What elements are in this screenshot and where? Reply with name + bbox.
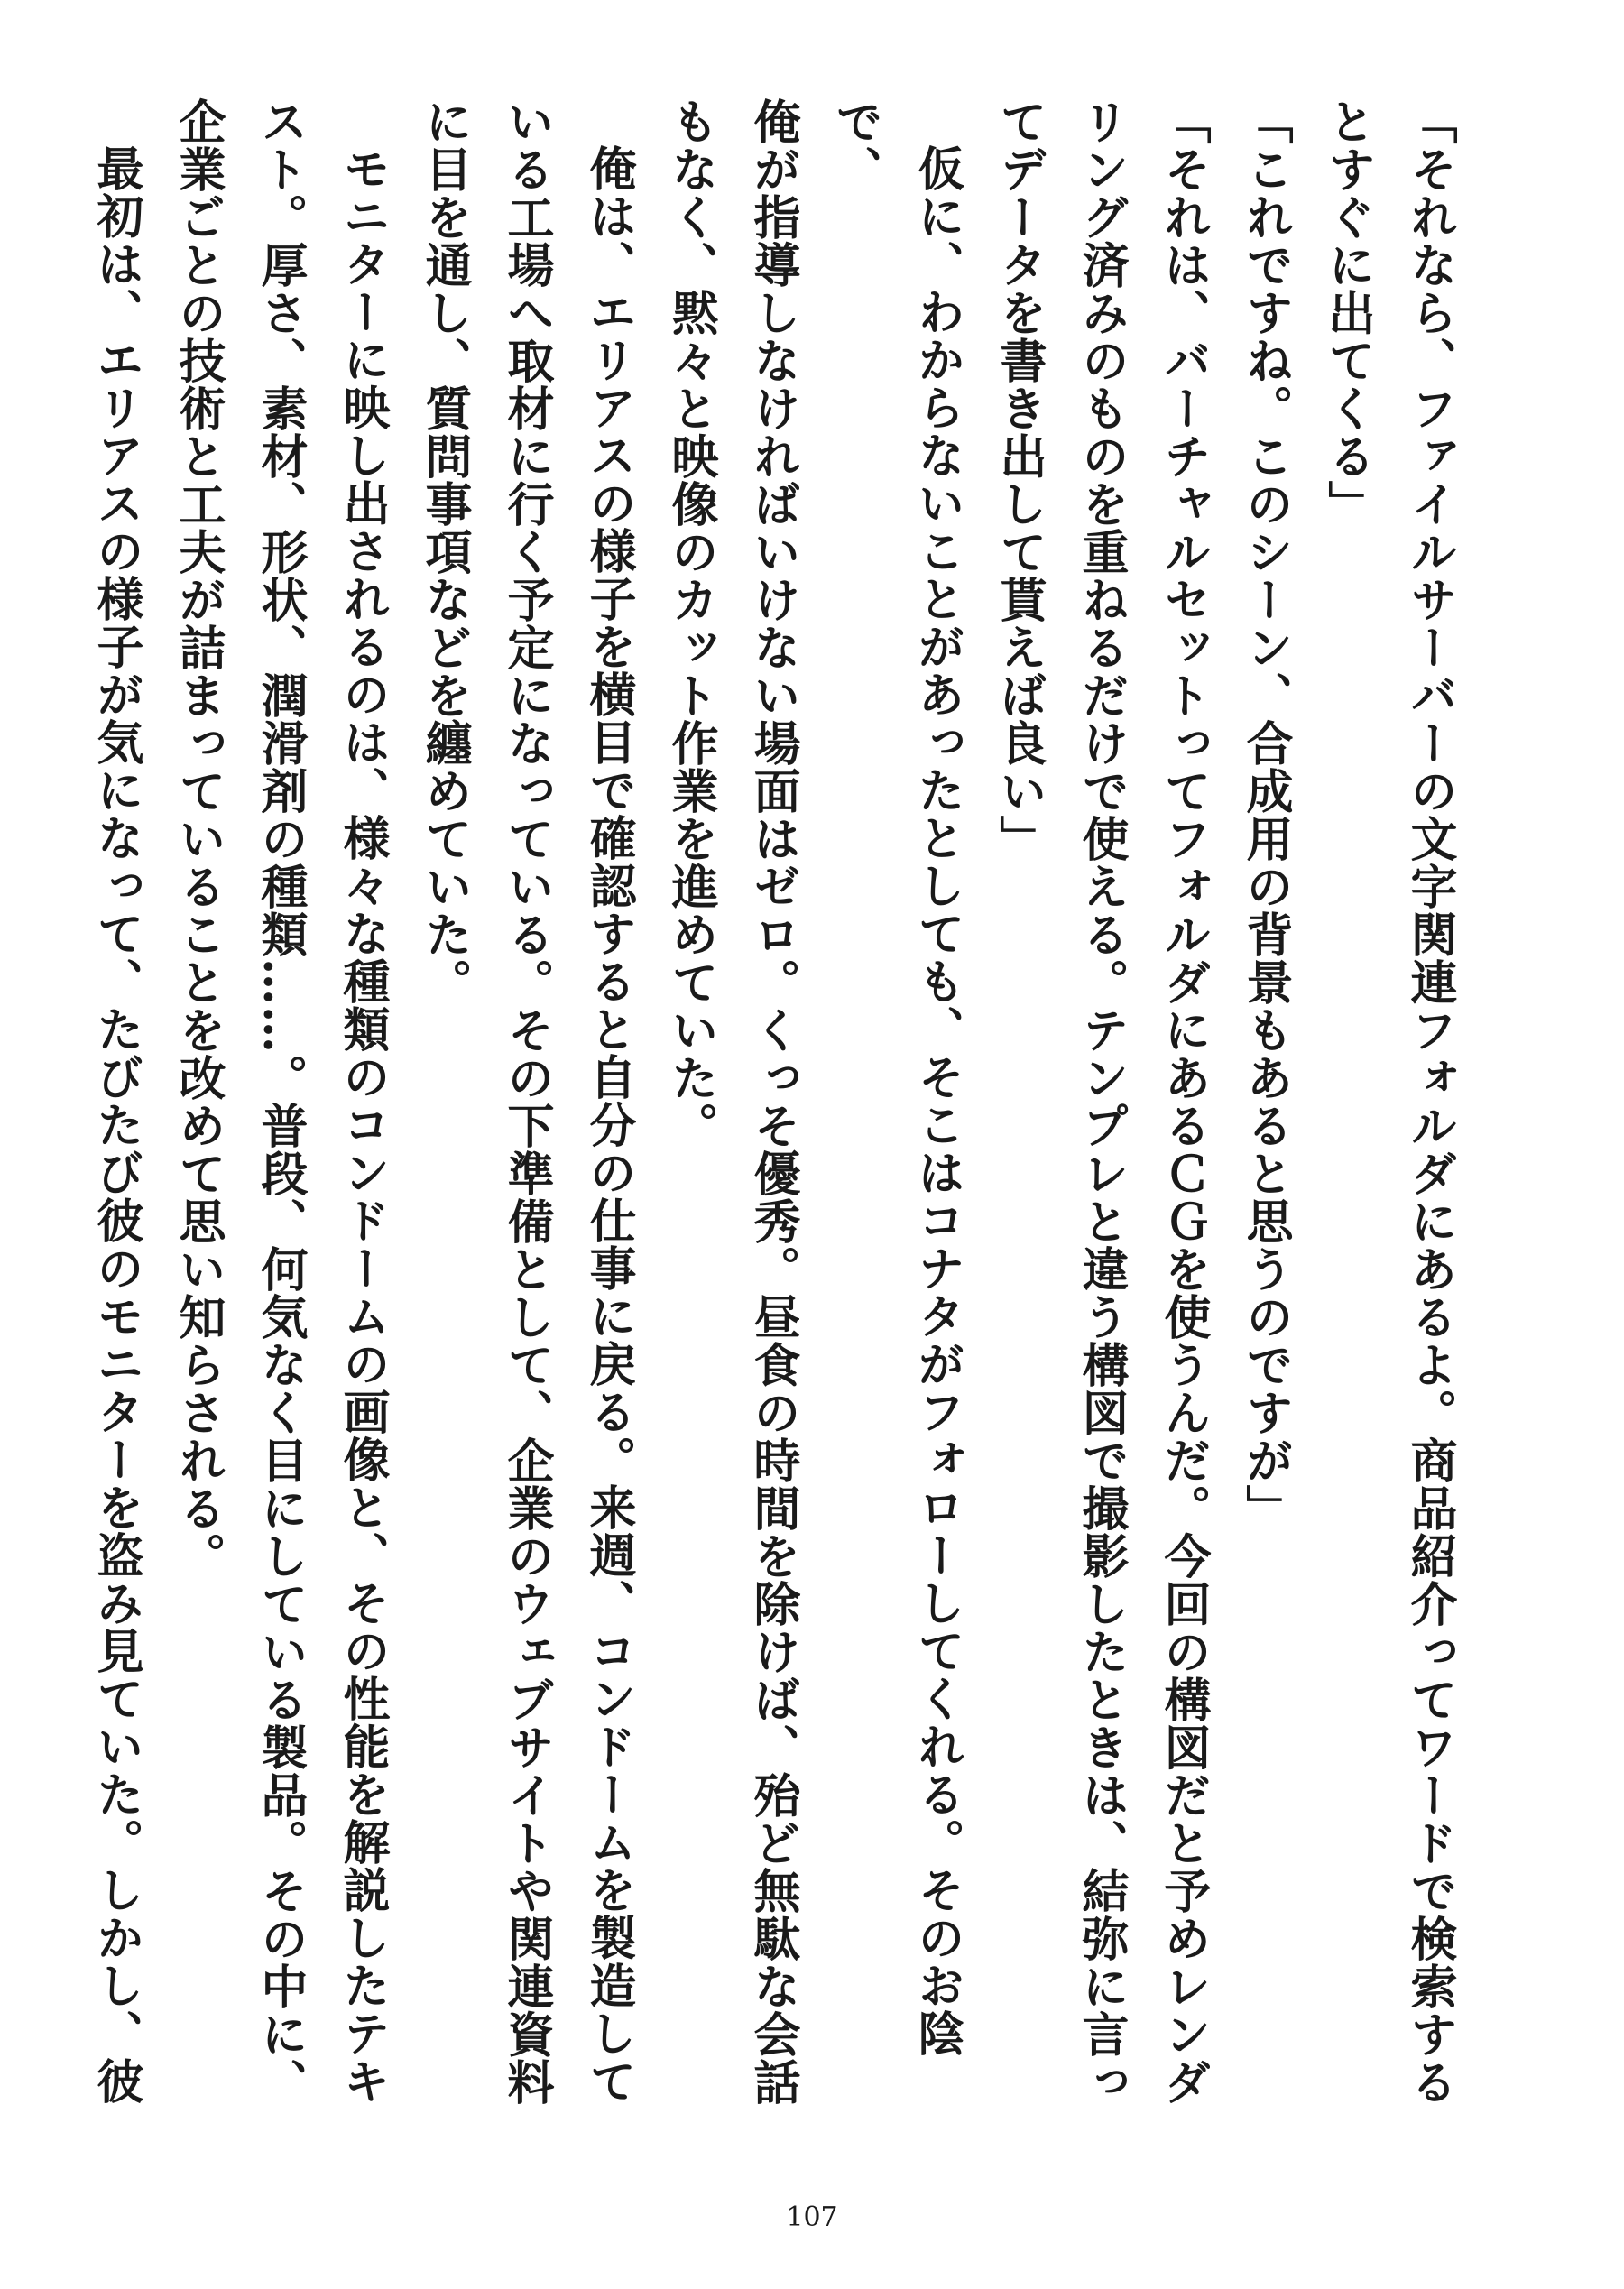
vertical-text-body	[75, 97, 1471, 2146]
paragraph-7: 最初は、エリアスの様子が気になって、たびたび彼のモニターを盗み見ていた。しかし、彼	[88, 144, 143, 2105]
paragraph-4: 仮に、わからないことがあったとしても、そこはコナタがフォローしてくれる。そのお陰で、 俺が指導しなければいけない場面はゼロ。くっそ優秀。昼食の時間を除けば、殆ど無駄な会話 もなく、黙々と映像のカット作業を進めていた。	[663, 97, 964, 2106]
paragraph-2: 「これですね。このシーン、合成用の背景もあると思うのですが」	[1238, 97, 1293, 1532]
paragraph-1: 「それなら、ファイルサーバーの文字関連フォルダにあるよ。商品紹介ってワードで検索する とすぐに出てくる」	[1320, 97, 1457, 2106]
paragraph-3: 「それは、バーチャルセットってフォルダにあるＣＧを使うんだ。今回の構図だと予めレンダ リング済みのものを重ねるだけで使える。テンプレと違う構図で撮影したときは、結弥に言っ てデータを書き出して貰えば良い」	[992, 97, 1211, 2106]
paragraph-5: 俺は、エリアスの様子を横目で確認すると自分の仕事に戻る。来週、コンドームを製造して いる工場へ取材に行く予定になっている。その下準備として、企業のウェブサイトや関連資料 に目を通し、質問事項などを纏めていた。	[417, 97, 636, 2106]
paragraph-6: モニターに映し出されるのは、様々な種類のコンドームの画像と、その性能を解説したテキ スト。厚さ、素材、形状、潤滑剤の種類……。普段、何気なく目にしている製品。その中に、 企業ごとの技術と工夫が詰まっていることを改めて思い知らされる。	[171, 97, 390, 2106]
page-number: 107	[786, 2201, 838, 2233]
